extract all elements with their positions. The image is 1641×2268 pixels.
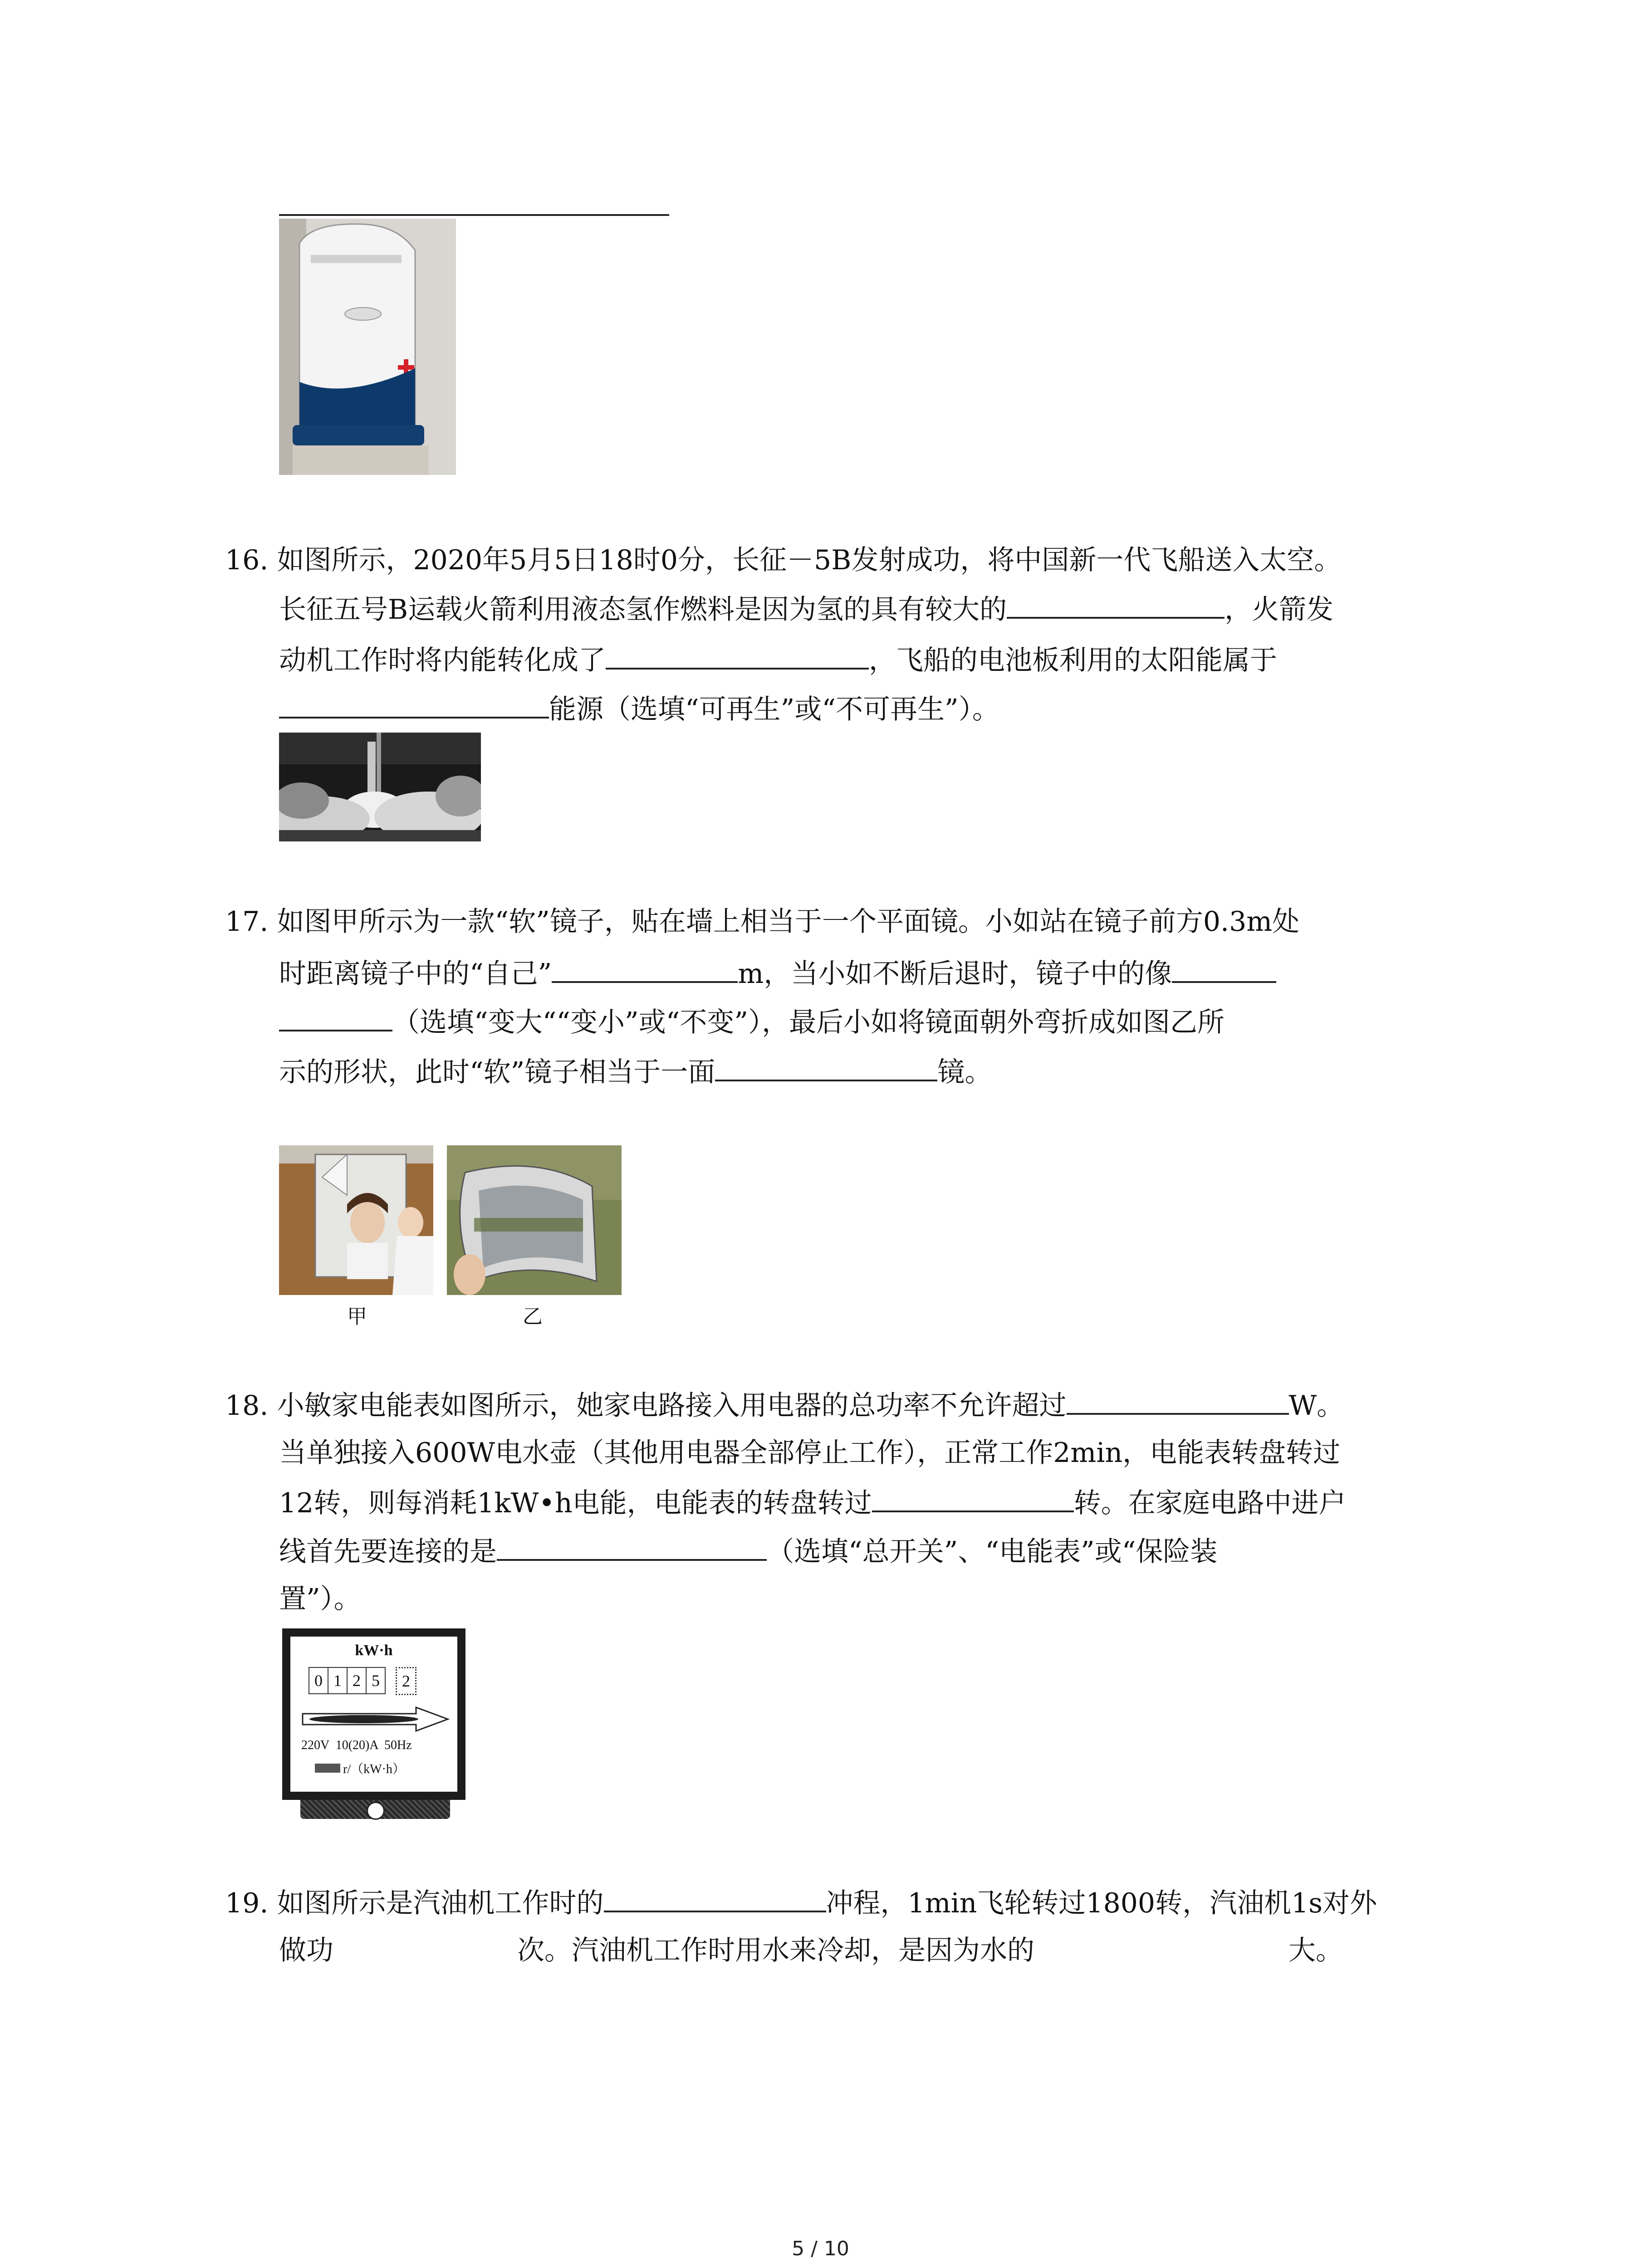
q17-blank-3[interactable] <box>715 1052 937 1081</box>
q17-text: 时距离镜子中的“自己” <box>279 958 552 990</box>
q16-line-4 <box>279 689 999 728</box>
q18-line-4 <box>279 1532 1217 1570</box>
q18-blank-2[interactable] <box>872 1483 1074 1512</box>
q17-blank-1[interactable] <box>552 954 738 983</box>
meter-rate-text: r/（kW·h） <box>343 1762 405 1776</box>
q17-text: （选填“变大““变小”或“不变”），最后小如将镜面朝外弯折成如图乙所 <box>392 1007 1225 1038</box>
q18-text: 18. 小敏家电能表如图所示，她家电路接入用电器的总功率不允许超过 <box>225 1390 1067 1422</box>
q17-text: 示的形状，此时“软”镜子相当于一面 <box>279 1056 715 1088</box>
q18-line-2: 当单独接入600W电水壶（其他用电器全部停止工作），正常工作2min，电能表转盘转过 <box>279 1437 1341 1469</box>
q19-text: 冲程，1min飞轮转过1800转，汽油机1s对外 <box>826 1887 1377 1919</box>
q19-line-2 <box>279 1932 1343 1969</box>
soft-mirror-photo-a <box>279 1145 433 1295</box>
q19-blank-1[interactable] <box>604 1883 826 1912</box>
robot-photo <box>279 219 456 475</box>
figure-caption-a: 甲 <box>347 1305 367 1328</box>
q17-blank-2a[interactable] <box>1172 954 1276 983</box>
q16-text: 长征五号B运载火箭利用液态氢作燃料是因为氢的具有较大的 <box>279 594 1007 626</box>
meter-specs: 220V 10(20)A 50Hz <box>301 1738 412 1752</box>
soft-mirror-photo-b <box>447 1145 622 1295</box>
q19-text: 次。汽油机工作时用水来冷却，是因为水的 <box>517 1935 1034 1966</box>
q16-blank-2[interactable] <box>606 640 869 670</box>
q18-text: 12转，则每消耗1kW•h电能，电能表的转盘转过 <box>279 1487 872 1519</box>
q16-text: ，飞船的电池板利用的太阳能属于 <box>869 645 1277 676</box>
page-number: 5 / 10 <box>792 2237 849 2260</box>
q18-line-3 <box>279 1483 1346 1521</box>
meter-digit: 2 <box>348 1667 367 1694</box>
figure-caption-b: 乙 <box>523 1305 543 1328</box>
q19-text: 做功 <box>279 1935 333 1966</box>
q18-text: （选填“总开关”、“电能表”或“保险装 <box>767 1536 1218 1568</box>
meter-digit: 1 <box>328 1667 348 1694</box>
meter-rotating-disc <box>300 1706 450 1733</box>
q18-text: 线首先要连接的是 <box>279 1536 497 1568</box>
q19-line-1 <box>225 1883 1377 1921</box>
meter-screw-icon <box>367 1802 385 1820</box>
q17-text: 镜。 <box>937 1056 992 1088</box>
q17-line-1: 17. 如图甲所示为一款“软”镜子，贴在墙上相当于一个平面镜。小如站在镜子前方0.3m处 <box>225 906 1300 938</box>
meter-digit: 0 <box>309 1667 328 1694</box>
q19-text: 19. 如图所示是汽油机工作时的 <box>225 1887 604 1919</box>
q17-line-3 <box>279 1002 1225 1041</box>
q16-blank-1[interactable] <box>1007 590 1225 619</box>
q18-blank-3[interactable] <box>497 1532 767 1561</box>
q16-line-3 <box>279 640 1277 679</box>
q16-text: 动机工作时将内能转化成了 <box>279 645 606 676</box>
q16-blank-3[interactable] <box>279 689 549 719</box>
q16-line-2 <box>279 590 1333 628</box>
q19-text: 大。 <box>1288 1935 1343 1966</box>
meter-digit-decimal: 2 <box>396 1667 416 1695</box>
q18-line-5: 置”）。 <box>279 1583 361 1615</box>
q18-text: W。 <box>1288 1390 1344 1422</box>
q16-line-1: 16. 如图所示，2020年5月5日18时0分，长征－5B发射成功，将中国新一代飞船送入太空。 <box>225 544 1342 576</box>
meter-digit: 5 <box>367 1667 386 1694</box>
q16-text: 能源（选填“可再生”或“不可再生”）。 <box>549 694 999 725</box>
energy-meter <box>282 1628 467 1819</box>
q18-line-1 <box>225 1386 1344 1424</box>
meter-rate-box <box>315 1764 340 1773</box>
q15-answer-blank[interactable] <box>279 214 669 216</box>
q18-text: 转。在家庭电路中进户 <box>1073 1487 1346 1519</box>
q16-text: ，火箭发 <box>1225 594 1334 626</box>
q17-text: m，当小如不断后退时，镜子中的像 <box>738 958 1172 990</box>
meter-rate <box>315 1759 405 1777</box>
meter-unit: kW·h <box>355 1642 393 1659</box>
q17-line-4 <box>279 1052 992 1090</box>
q17-blank-2b[interactable] <box>279 1002 392 1031</box>
rocket-launch-photo <box>279 733 481 841</box>
q17-line-2 <box>279 954 1276 992</box>
q18-blank-1[interactable] <box>1067 1386 1289 1415</box>
meter-digits <box>309 1667 416 1695</box>
